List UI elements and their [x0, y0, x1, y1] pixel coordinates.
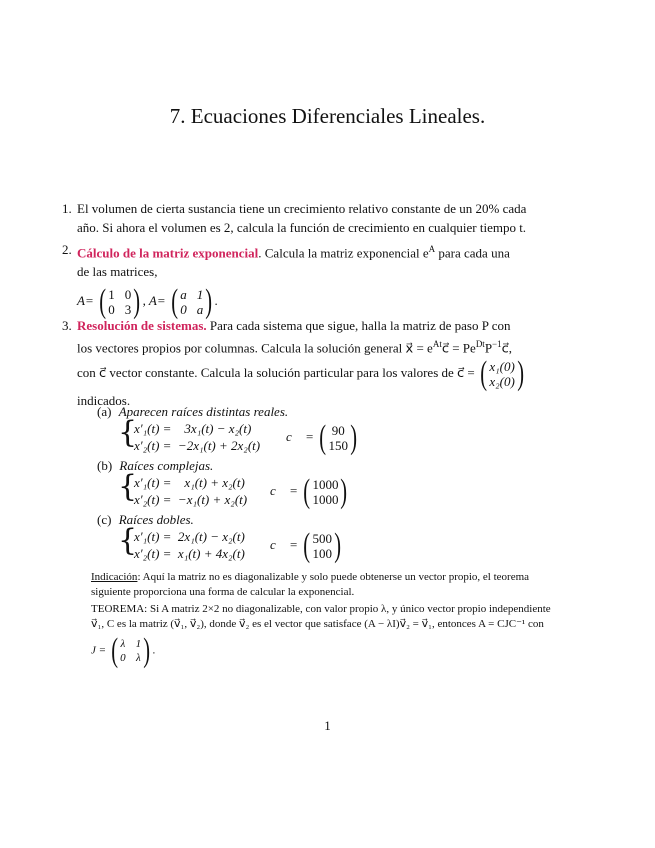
- sub-label: (a): [97, 404, 112, 419]
- exercise-3-line-2-b: c⃗ = Pe: [441, 340, 476, 356]
- equation: x′₂(t) = −2x₁(t) + 2x₂(t): [134, 438, 261, 453]
- sub-c-c: [270, 529, 343, 563]
- vector-cell: 150: [328, 438, 348, 453]
- matrix-cell: 1: [135, 638, 142, 650]
- matrix-separator: , A=: [142, 293, 166, 309]
- matrix-cell: 0: [120, 652, 126, 664]
- matrix-end: .: [214, 293, 218, 309]
- hint-text-1: : Aquí la matriz no es diagonalizable y solo puede obtenerse un vector propio, el teorema: [137, 571, 530, 583]
- matrix-cell: λ: [136, 652, 141, 664]
- exercise-3-line-1: [77, 316, 577, 335]
- sub-label: (c): [97, 512, 112, 527]
- exercise-3: [62, 316, 577, 410]
- c-vector: ( 1000 1000 ): [303, 473, 348, 510]
- sub-c-equations: [134, 528, 245, 562]
- matrix-cell: 1: [196, 287, 204, 303]
- page-title: 7. Ecuaciones Diferenciales Lineales.: [169, 104, 486, 128]
- exercise-3-line-3: [77, 357, 577, 391]
- exercise-1: [62, 199, 577, 237]
- matrix-cell: 0: [124, 287, 132, 303]
- hint-text-2: siguiente proporciona una forma de calcular la exponencial.: [91, 586, 355, 598]
- c-label: c⃗ =: [286, 428, 314, 444]
- matrix-cell: a: [180, 287, 187, 303]
- sub-title: Raíces dobles.: [118, 512, 194, 527]
- system-brace: {: [118, 415, 138, 450]
- j-matrix: ( λ 1 0 λ ): [111, 632, 151, 669]
- vector-cell: 90: [331, 423, 345, 438]
- theorem-line-1: TEOREMA: Si A matriz 2×2 no diagonalizable, con valor propio λ, y único vector propio independiente: [91, 603, 551, 615]
- exercise-2-line-1: [77, 240, 577, 262]
- exercise-3-line-1-text: Para cada sistema que sigue, halla la matriz de paso P con: [206, 318, 511, 333]
- vector-cell: x₂(0): [489, 374, 515, 390]
- exercise-1-line-1: El volumen de cierta sustancia tiene un crecimiento relativo constante de un 20% cada: [77, 201, 527, 216]
- exercise-3-line-2-a: los vectores propios por columnas. Calcula la solución general x⃗ = e: [77, 340, 433, 356]
- matrix-cell: 3: [124, 302, 132, 318]
- vector-cell: 500: [312, 531, 332, 546]
- exercise-number: 1.: [62, 201, 72, 216]
- equation: x′₂(t) = −x₁(t) + x₂(t): [134, 492, 248, 507]
- sub-a-c: [286, 421, 359, 455]
- equation: x′₁(t) = 2x₁(t) − x₂(t): [134, 529, 245, 544]
- c-vector: ( 500 100 ): [303, 527, 342, 564]
- c-vector: ( x₁(0) x₂(0) ): [480, 355, 524, 393]
- exercise-3-heading: Resolución de sistemas.: [77, 318, 207, 333]
- hint: [91, 570, 581, 600]
- vector-cell: 1000: [312, 477, 339, 492]
- system-brace: {: [118, 469, 138, 504]
- sub-label: (b): [97, 458, 113, 473]
- matrix-label: A=: [77, 293, 94, 309]
- hint-label: Indicación: [91, 571, 138, 583]
- c-label: c⃗ =: [270, 536, 298, 552]
- sub-c: [97, 511, 194, 528]
- exercise-number: 2.: [62, 242, 72, 257]
- exercise-2-text-b: para cada una: [435, 245, 510, 261]
- c-label: c⃗ =: [270, 482, 298, 498]
- theorem-end: .: [152, 644, 156, 657]
- theorem-line-2: v⃗₁, C es la matriz (v⃗₁, v⃗₂), donde v⃗₂ es el vector que satisface (A − λI)v⃗₂ = v⃗₁, entonces A = CJC⁻¹ con: [91, 618, 544, 630]
- matrix-cell: 0: [180, 302, 187, 318]
- exercise-2-heading: Cálculo de la matriz exponencial: [77, 245, 259, 261]
- sub-b: [97, 457, 213, 474]
- exercise-2: [62, 240, 577, 321]
- vector-cell: x₁(0): [489, 359, 515, 375]
- matrix-cell: λ: [120, 638, 126, 650]
- sub-b-c: [270, 475, 350, 509]
- matrix-cell: a: [196, 302, 204, 318]
- vector-cell: 100: [312, 546, 332, 561]
- sup: Dt: [475, 339, 485, 349]
- j-label: J =: [91, 644, 107, 657]
- sup: At: [432, 339, 442, 349]
- equation: x′₁(t) = x₁(t) + x₂(t): [134, 475, 245, 490]
- sub-title: Raíces complejas.: [119, 458, 214, 473]
- sub-b-equations: [134, 474, 247, 508]
- exercise-2-text-a: . Calcula la matriz exponencial e: [258, 245, 429, 261]
- system-brace: {: [118, 523, 138, 558]
- exercise-3-line-3-text: con c⃗ vector constante. Calcula la solución particular para los valores de c⃗ =: [77, 365, 475, 381]
- sub-title: Aparecen raíces distintas reales.: [118, 404, 289, 419]
- exercise-3-line-2-d: c⃗,: [501, 340, 513, 356]
- vector-cell: 1000: [312, 492, 339, 507]
- c-vector: ( 90 150 ): [319, 419, 358, 456]
- exercise-2-sup: A: [428, 244, 436, 254]
- exercise-number: 3.: [62, 318, 72, 333]
- sup: −1: [492, 339, 502, 349]
- theorem-j: [91, 634, 581, 668]
- page-number: 1: [324, 718, 331, 733]
- exercise-2-line-2: de las matrices,: [77, 264, 158, 280]
- sub-a-equations: [134, 420, 260, 454]
- exercise-2-matrices: [77, 285, 577, 319]
- equation: x′₁(t) = 3x₁(t) − x₂(t): [134, 421, 252, 436]
- matrix-2: ( a 1 0 a ): [171, 283, 213, 321]
- exercise-3-line-2-c: P: [484, 340, 493, 356]
- matrix-cell: 1: [108, 287, 115, 303]
- exercise-3-line-4: indicados.: [77, 393, 131, 409]
- equation: x′₂(t) = x₁(t) + 4x₂(t): [134, 546, 245, 561]
- theorem: [91, 602, 581, 668]
- exercise-1-line-2: año. Si ahora el volumen es 2, calcula la función de crecimiento en cualquier tiempo t.: [77, 220, 527, 235]
- matrix-cell: 0: [108, 302, 115, 318]
- exercise-3-line-2: [77, 335, 577, 357]
- matrix-1: ( 1 0 0 3 ): [99, 283, 141, 321]
